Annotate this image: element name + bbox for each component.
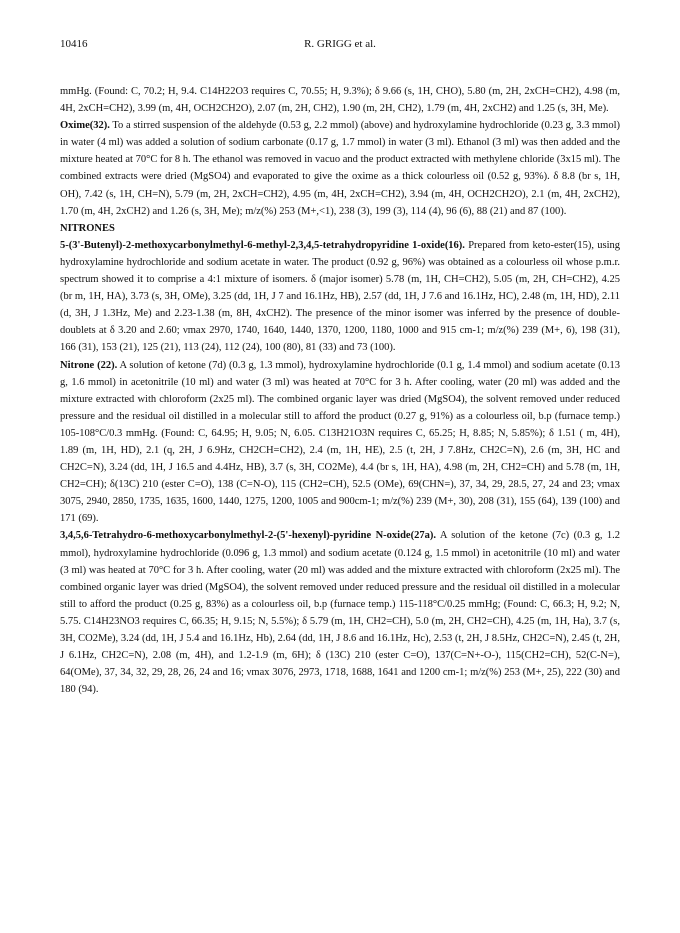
- paragraph-text: To a stirred suspension of the aldehyde (0.53 g, 2.2 mmol) (above) and hydroxylamine hydrochloride (0.23 g, 3.3 mmol) in water (4 ml) was added a solution of sodium carbonate (0.17 g, 1.7 mmol) in water (3 ml). Ethanol (3 ml) was then added and the mixture heated at 70°C for 8 h. The ethanol was removed in vacuo and the product extracted with methylene chloride (3x15 ml). The combined extracts were dried (MgSO4) and evaporated to give the oxime as a thick colourless oil (0.52 g, 93%). δ 8.8 (br s, 1H, OH), 7.42 (s, 1H, CH=N), 5.79 (m, 2H, 2xCH=CH2), 4.95 (m, 4H, 2xCH=CH2), 3.94 (m, 4H, OCH2CH2O), 2.1 (m, 4H, 2xCH2), 1.70 (m, 4H, 2xCH2) and 1.26 (s, 3H, Me); m/z(%) 253 (M+,<1), 238 (3), 199 (3), 114 (4), 96 (6), 88 (21) and 87 (100).: [60, 120, 621, 217]
- paragraph-heading: Nitrone (22).: [60, 359, 118, 371]
- paragraph-heading: 5-(3'-Butenyl)-2-methoxycarbonylmethyl-6-methyl-2,3,4,5-tetrahydropyridine 1-oxide(16).: [60, 239, 465, 251]
- paragraph-nitrone-22: [60, 357, 620, 528]
- section-heading-nitrones: NITRONES: [60, 222, 115, 234]
- paragraph-text: Prepared from keto-ester(15), using hydroxylamine hydrochloride and sodium acetate in water. The product (0.92 g, 96%) was obtained as a colourless oil whose p.m.r. spectrum showed it to comprise a 4:1 mixture of isomers. δ (major isomer) 5.78 (m, 1H, CH=CH2), 5.05 (m, 2H, CH=CH2), 4.25 (br m, 1H, HA), 3.73 (s, 3H, OMe), 3.25 (dd, 1H, J 7 and 16.1Hz, HB), 2.57 (dd, 1H, J 7.6 and 16.1Hz, HC), 2.48 (m, 1H, HD), 2.11 (d, 3H, J 1.3Hz, Me) and 2.23-1.38 (m, 8H, 4xCH2). The presence of the minor isomer was inferred by the presence of double-doublets at δ 3.20 and 2.60; νmax 2970, 1740, 1640, 1440, 1370, 1200, 1180, 1000 and 915 cm-1; m/z(%) 239 (M+, 6), 198 (31), 166 (31), 153 (21), 125 (21), 113 (24), 112 (24), 100 (80), 81 (33) and 73 (100).: [60, 239, 620, 354]
- paragraph-text: A solution of the ketone (7c) (0.3 g, 1.2 mmol), hydroxylamine hydrochloride (0.096 g, 1.3 mmol) and sodium acetate (0.124 g, 1.5 mmol) in acetonitrile (10 ml) and water (3 ml) was heated at 70°C for 3 h. After cooling, water (20 ml) was added and the mixture extracted with chloroform (2x25 ml). The combined organic layer was dried (MgSO4), the solvent removed under reduced pressure and the residual oil distilled in a molecular still to afford the product (0.25 g, 83%) as a colourless oil, b.p (furnace temp.) 115-118°C/0.25 mmHg; (Found: C, 66.3; H, 9.2; N, 5.75. C14H23NO3 requires C, 66.35; H, 9.15; N, 5.5%); δ 5.79 (m, 1H, CH2=CH), 5.0 (m, 2H, CH2=CH), 4.25 (m, 1H, Ha), 3.7 (s, 3H, CO2Me), 3.24 (dd, 1H, J 5.4 and 16.1Hz, Hb), 2.64 (dd, 1H, J 8.6 and 16.1Hz, Hc), 2.53 (t, 2H, J 8.5Hz, CH2C=N), 2.45 (t, 2H, J 6.1Hz, CH2C=N), 2.08 (m, 4H), and 1.2-1.9 (m, 6H); δ (13C) 210 (ester C=O), 137(C=N+-O-), 115(CH2=CH), 52(C-N=), 64(OMe), 37, 34, 32, 29, 28, 26, 24 and 16; νmax 3076, 2973, 1718, 1688, 1641 and 1200 cm-1; m/z(%) 253 (M+, 25), 222 (30) and 180 (94).: [60, 530, 621, 696]
- paragraph-text: A solution of ketone (7d) (0.3 g, 1.3 mmol), hydroxylamine hydrochloride (0.1 g, 1.4 mmol) and sodium acetate (0.13 g, 1.6 mmol) in acetonitrile (10 ml) and water (3 ml) was heated at 70°C for 3 h. After cooling, water (20 ml) was added and the mixture extracted with chloroform (2x25 ml). The combined organic layer was dried (MgSO4), the solvent removed under reduced pressure and the residual oil distilled in a molecular still to afford the product (0.27 g, 91%) as a colourless oil, b.p (furnace temp.) 105-108°C/0.3 mmHg. (Found: C, 64.95; H, 9.05; N, 6.05. C13H21O3N requires C, 65.25; H, 8.85; N, 5.85%); δ 1.51 ( m, 4H), 1.89 (m, 1H, HD), 2.1 (q, 2H, J 6.9Hz, CH2CH=CH2), 2.4 (m, 1H, HE), 2.5 (t, 2H, J 7.8Hz, CH2C=N), 2.6 (m, 3H, HC and CH2C=N), 3.24 (dd, 1H, J 16.5 and 4.4Hz, HB), 3.7 (s, 3H, CO2Me), 4.4 (br s, 1H, HA), 4.98 (m, 2H, CH2=CH) and 5.78 (m, 1H, CH2=CH); δ(13C) 210 (ester C=O), 138 (C=N-O), 115 (CH2=CH), 52.5 (OMe), 69(CHN=), 37, 34, 29, 28.5, 27, 24 and 23; νmax 3075, 2940, 2850, 1735, 1635, 1600, 1440, 1275, 1200, 1005 and 900cm-1; m/z(%) 239 (M+, 30), 208 (31), 155 (64), 139 (100) and 171 (69).: [60, 359, 620, 525]
- paragraph-heading: Oxime(32).: [60, 120, 110, 132]
- page-header: [60, 38, 620, 54]
- paragraph-compound-16: [60, 237, 620, 357]
- paragraph-compound-27a: [60, 527, 620, 698]
- article-body: [60, 83, 620, 698]
- paragraph-text: mmHg. (Found: C, 70.2; H, 9.4. C14H22O3 requires C, 70.55; H, 9.3%); δ 9.66 (s, 1H, CHO), 5.80 (m, 2H, 2xCH=CH2), 4.98 (m, 4H, 2xCH=CH2), 3.99 (m, 4H, OCH2CH2O), 2.07 (m, 2H, CH2), 1.90 (m, 2H, CH2), 1.79 (m, 4H, 2xCH2) and 1.25 (s, 3H, Me).: [60, 86, 620, 115]
- paragraph-found-data: [60, 83, 620, 117]
- running-head: R. GRIGG et al.: [304, 38, 376, 50]
- paragraph-oxime-32: [60, 117, 620, 220]
- page-number: 10416: [60, 38, 88, 50]
- paragraph-heading: 3,4,5,6-Tetrahydro-6-methoxycarbonylmethyl-2-(5'-hexenyl)-pyridine N-oxide(27a).: [60, 530, 436, 542]
